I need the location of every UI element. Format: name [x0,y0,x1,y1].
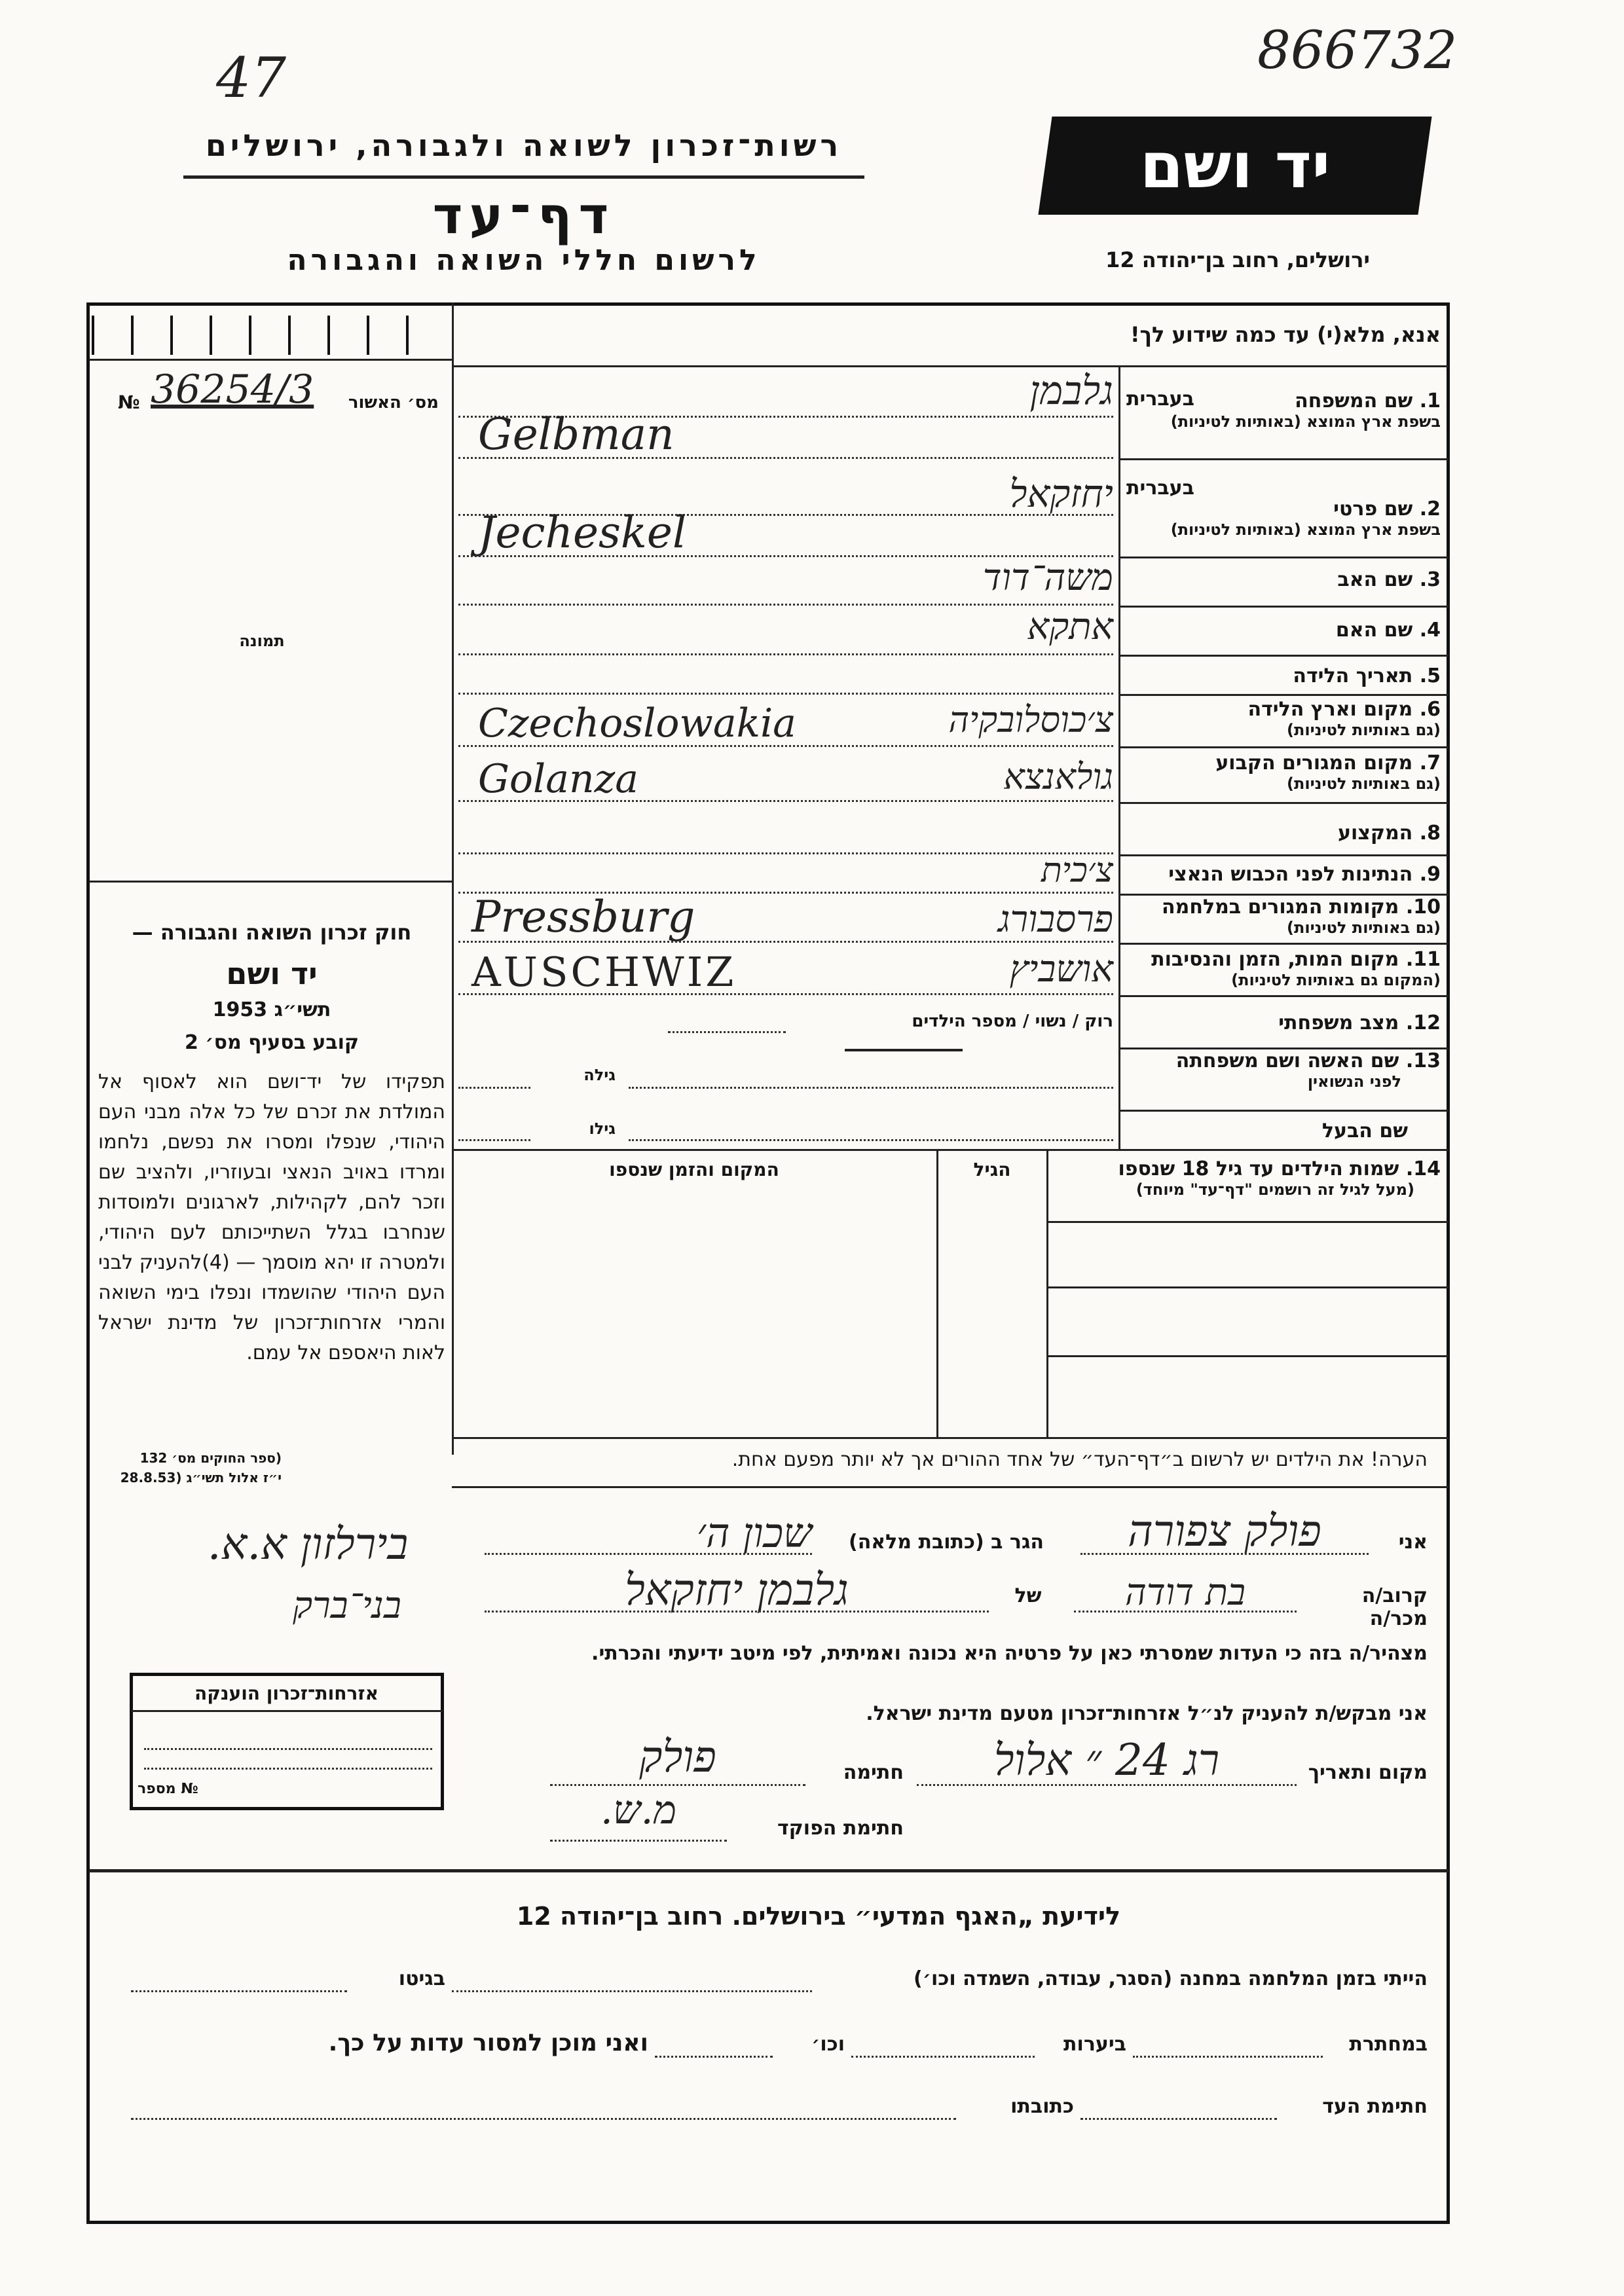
form-subtitle: לרשום חללי השואה והגבורה [287,244,761,277]
field-6-line [458,745,1113,747]
field-10-sublabel: (גם באותיות לטיניות) [1287,919,1441,937]
grant-box-title-rule [131,1710,443,1712]
footer-forests-line [851,2056,1035,2058]
field-13-line [629,1087,1113,1089]
authority-name: רשות־זכרון לשואה ולגבורה, ירושלים [205,128,843,163]
field-10-label: מקומות המגורים במלחמה [1162,896,1399,919]
declaration-subject-name: גלבמן יחזקאל [625,1565,849,1615]
place-date-label: מקום ותאריך [1308,1761,1428,1784]
law-reference-1: (ספר החוקים מס׳ 132 [139,1450,282,1466]
field-9-value: צ׳כית [1041,851,1113,890]
children-col-place: המקום והזמן שנספו [609,1159,779,1180]
husband-line [629,1139,1113,1141]
law-section: קובע בסעיף מס׳ 2 [184,1031,360,1054]
field-10-number: 10. [1405,896,1441,919]
declarant-name-line [1080,1553,1369,1555]
field-1-value-latin: Gelbman [478,409,674,460]
footer-underground-label: במחתרת [1349,2033,1428,2056]
footer-ghetto-label: בגיטו [398,1967,445,1990]
footer-etc-label: וכו׳ [811,2033,845,2056]
footer-etc-line [655,2056,773,2058]
field-14-label: שמות הילדים עד גיל 18 שנספו [1118,1157,1399,1180]
row-divider-7 [1118,802,1449,804]
instruction-divider [452,365,1449,367]
row-divider-11 [1118,995,1449,997]
footer-witness-signature-label: חתימת העד [1322,2095,1428,2118]
field-14-number: 14. [1405,1157,1441,1180]
field-12-label: מצב משפחתי [1278,1011,1399,1034]
children-table-bottom [452,1437,1449,1439]
official-signature-line [550,1840,727,1842]
footer-camp-label: הייתי בזמן המלחמה במחנה (הסגר, עבודה, השמדה וכו׳) [913,1967,1428,1990]
field-12-mark [845,1049,963,1051]
field-2-value-latin: Jecheskel [478,507,687,558]
footer-camp-line [452,1990,812,1992]
field-13-label: שם האשה ושם משפחתה [1175,1049,1399,1072]
field-7-label: מקום המגורים הקבוע [1215,752,1413,774]
field-11-number: 11. [1405,948,1441,971]
handwritten-witness-city: בני־ברק [293,1584,401,1627]
photo-divider [89,881,452,883]
field-4-value: אתקא [1027,606,1113,648]
declaration-resides-label: הגר ב (כתובת מלאה) [848,1531,1044,1554]
field-12-options: רוק / נשוי / מספר הילדים [912,1011,1113,1031]
field-7-line [458,800,1113,802]
row-divider-14 [452,1149,1449,1151]
field-3-value: משה־דוד [982,556,1113,599]
field-12-label-group [1126,1011,1441,1034]
field-13-sublabel: לפני הנשואין [1307,1072,1401,1091]
instruction: אנא, מלא(י) עד כמה שידוע לך! [1130,322,1441,347]
declaration-statement: מצהיר/ה בזה כי העדות שמסרתי כאן על פרטיה היא נכונה ואמיתית, לפי מיטב ידיעתי והכרתי. [591,1642,1428,1665]
declaration-subject-line [485,1611,989,1613]
field-6-value-latin: Czechoslowakia [478,701,796,746]
handwritten-archive-number: 866732 [1257,20,1458,81]
footer-willing-statement: ואני מוכן למסור עדות על כך. [328,2030,648,2056]
field-7-label-group [1126,752,1441,793]
field-10-line [458,941,1113,943]
grant-box-title: אזרחות־זכרון הוענקה [194,1683,378,1704]
field-11-line [458,993,1113,995]
field-2-number: 2. [1419,498,1441,520]
field-2-hebrew-tag: בעברית [1126,477,1194,500]
signature-label: חתימה [843,1761,904,1784]
signature-value: פולק [639,1732,716,1782]
row-divider-6 [1118,746,1449,748]
authority-underline [183,175,864,179]
field-1-value-hebrew: גלבמן [1029,368,1113,414]
row-divider-1 [1118,458,1449,460]
field-13-number: 13. [1405,1049,1441,1072]
husband-age-line [458,1139,530,1141]
label-column-divider [1118,365,1120,1149]
official-signature-label: חתימת הפוקד [777,1817,904,1840]
husband-age-label: גילו [589,1120,616,1138]
field-1-sublabel: בשפת ארץ המוצא (באותיות לטיניות) [1170,412,1441,431]
row-divider-8 [1118,854,1449,856]
field-13-label-group [1126,1049,1441,1091]
field-5-label: תאריך הלידה [1293,665,1413,687]
place-date-value: רג 24 ״ אלול [993,1735,1220,1785]
field-9-number: 9. [1419,863,1441,886]
field-2-label-group [1126,498,1441,539]
declaration-ani: אני [1398,1531,1428,1554]
field-4-label: שם האם [1335,619,1413,642]
field-11-label-group [1126,948,1441,989]
yad-vashem-logo [1038,117,1431,215]
field-5-number: 5. [1419,665,1441,687]
law-title: חוק זכרון השואה והגבורה — [132,920,412,945]
field-2-sublabel: בשפת ארץ המוצא (באותיות לטיניות) [1170,520,1441,539]
field-9-label-group [1126,863,1441,886]
field-10-label-group [1126,896,1441,937]
field-14-sublabel: (מעל לגיל זה רושמים "דף־עד" מיוחד) [1135,1180,1414,1199]
field-8-number: 8. [1419,822,1441,845]
field-7-sublabel: (גם באותיות לטיניות) [1287,774,1441,793]
field-14-label-group [1048,1157,1441,1199]
field-3-label: שם האב [1337,568,1413,591]
children-col-divider-1 [1046,1149,1048,1437]
field-8-label: המקצוע [1337,822,1413,845]
footer-ghetto-line [131,1990,347,1992]
field-7-value-hebrew: גולאנצא [1003,756,1113,797]
law-name: יד ושם [226,956,318,991]
registration-strip [92,316,445,355]
field-7-value-latin: Golanza [478,756,639,802]
field-11-sublabel: (המקום גם באותיות לטיניות) [1231,971,1441,989]
field-11-value-latin: AUSCHWIZ [471,948,737,996]
children-row-rule-1 [1046,1286,1449,1288]
footer-divider [89,1869,1449,1872]
field-1-latin-line [458,457,1113,459]
registration-label: מס׳ האשור [348,393,439,412]
row-divider-10 [1118,943,1449,945]
footer-address-label: כתובתו [1010,2095,1074,2118]
grant-box-line-1 [144,1748,432,1750]
field-8-label-group [1126,822,1441,845]
law-text: תפקידו של יד־ושם הוא לאסוף אל המולדת את זכרם של כל אלה מבני העם היהודי, שנפלו ומסרו את נפשם, נלחמו ומרדו באויב הנאצי ובעוזריו, ולהציב שם וזכר להם, לקהילות, לארגונים ולמוסדות שנחרבו בגלל השתייכותם לעם היהודי, ולמטרה זו יהא מוסמך — (4)להעניק לבני העם היהודי שהושמדו ונפלו בימי השואה והמרי אזרחות־זכרון של מדינת ישראל לאות היאספם אל עמם. [98,1070,446,1364]
children-row-rule-2 [1046,1355,1449,1357]
field-6-value-hebrew: צ׳כוסלובקיה [948,699,1113,740]
handwritten-witness-name: בירלזון א.א. [207,1519,409,1569]
row-divider-4 [1118,655,1449,657]
children-header-rule [1046,1221,1449,1223]
field-1-number: 1. [1419,390,1441,412]
field-9-label: הנתינות לפני הכבוש הנאצי [1168,863,1413,886]
field-10-value-latin: Pressburg [471,892,695,942]
row-divider-2 [1118,556,1449,558]
field-1-label: שם המשפחה [1295,390,1413,412]
row-divider-3 [1118,606,1449,608]
field-11-label: מקום המות, הזמן והנסיבות [1151,948,1399,971]
declaration-request: אני מבקש/ת להעניק לנ״ל אזרחות־זכרון מטעם מדינת ישראל. [866,1702,1428,1725]
field-2-label: שם פרטי [1333,498,1413,520]
field-12-number: 12. [1405,1011,1441,1034]
field-3-number: 3. [1419,568,1441,591]
official-signature-value: מ.ש. [600,1787,677,1833]
field-11-value-hebrew: אושביץ [1009,948,1113,991]
note-divider [452,1486,1449,1488]
registration-number: 36254/3 [151,367,314,412]
field-4-number: 4. [1419,619,1441,642]
field-6-number: 6. [1419,698,1441,721]
husband-label: שם הבעל [1321,1120,1408,1142]
field-7-number: 7. [1419,752,1441,774]
grant-number-label: № מספר [138,1781,198,1797]
note-text: הערה! את הילדים יש לרשום ב״דף־העד״ של אחד ההורים אך לא יותר מפעם אחת. [731,1448,1428,1471]
children-col-divider-2 [936,1149,938,1437]
strip-divider [89,359,452,361]
photo-label: תמונה [239,632,285,650]
left-column-divider [452,302,454,1455]
law-year: תשי״ג 1953 [212,998,331,1021]
field-2-value-hebrew: יחזקאל [1009,471,1113,516]
children-col-age: הגיל [973,1159,1011,1180]
declaration-of-label: של [1014,1584,1042,1607]
field-13-age-line [458,1087,530,1089]
signature-line [550,1784,805,1786]
field-5-line [458,693,1113,695]
field-10-value-hebrew: פרסבורג [997,898,1113,941]
law-reference-2: י״ז אלול תשי״ג (28.8.53 [120,1470,282,1485]
field-13-age-label: גילה [583,1066,616,1084]
footer-address-line [131,2118,956,2120]
declarant-address-line [485,1553,812,1555]
place-date-line [917,1784,1297,1786]
declarant-name: פולק צפורה [1128,1506,1321,1556]
footer-witness-signature-line [1080,2118,1277,2120]
field-6-sublabel: (גם באותיות לטיניות) [1287,721,1441,739]
field-4-label-group [1126,619,1441,642]
field-6-label-group [1126,698,1441,739]
form-title: דף־עד [432,187,616,246]
field-1-hebrew-tag: בעברית [1126,388,1194,410]
logo-text: יד ושם [1139,129,1331,202]
field-6-label: מקום וארץ הלידה [1247,698,1413,721]
declaration-relative-label: קרוב/ה מכר/ה [1361,1584,1428,1630]
handwritten-page-number: 47 [216,46,286,110]
field-4-line [458,653,1113,655]
declarant-relation-line [1074,1611,1297,1613]
footer-title: לידיעת „האגף המדעי״ בירושלים. רחוב בן־יהודה 12 [516,1902,1121,1931]
header-address: ירושלים, רחוב בן־יהודה 12 [1105,247,1370,272]
field-5-label-group [1126,665,1441,687]
row-divider-13 [1118,1110,1449,1112]
grant-box-line-2 [144,1768,432,1770]
footer-forests-label: ביערות [1063,2033,1126,2056]
footer-underground-line [1133,2056,1323,2058]
field-3-label-group [1126,568,1441,591]
declarant-relation: בת דודה [1125,1571,1246,1614]
registration-symbol: № [118,392,140,413]
declarant-address: שכון ה׳ [696,1509,812,1557]
row-divider-5 [1118,694,1449,696]
field-12-children-line [668,1031,786,1033]
